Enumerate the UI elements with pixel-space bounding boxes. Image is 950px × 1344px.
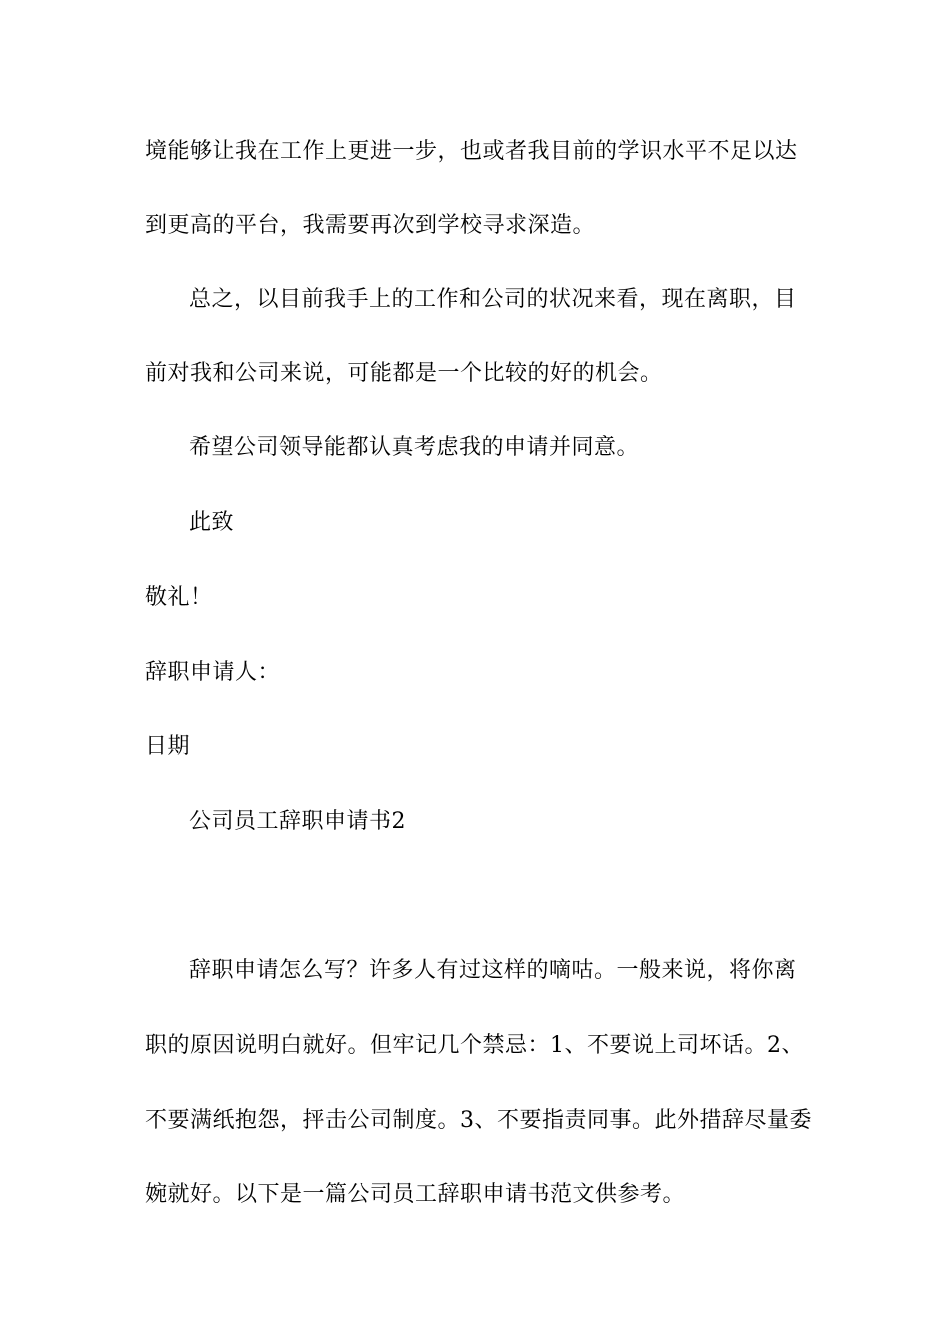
paragraph-line: 辞职申请怎么写？许多人有过这样的嘀咕。一般来说，将你离 (189, 958, 797, 983)
paragraph-line: 到更高的平台，我需要再次到学校寻求深造。 (145, 213, 596, 238)
paragraph-line: 前对我和公司来说，可能都是一个比较的好的机会。 (145, 361, 663, 386)
paragraph-line: 婉就好。以下是一篇公司员工辞职申请书范文供参考。 (145, 1182, 686, 1207)
paragraph-line: 总之，以目前我手上的工作和公司的状况来看，现在离职，目 (189, 287, 797, 312)
date-label: 日期 (145, 734, 191, 759)
paragraph-line: 境能够让我在工作上更进一步，也或者我目前的学识水平不足以达 (145, 139, 798, 164)
closing-salutation: 此致 (189, 510, 235, 535)
paragraph-line: 希望公司领导能都认真考虑我的申请并同意。 (189, 435, 640, 460)
closing-regards: 敬礼！ (145, 585, 213, 610)
section-title: 公司员工辞职申请书2 (189, 809, 406, 834)
applicant-label: 辞职申请人： (145, 660, 281, 685)
paragraph-line: 职的原因说明白就好。但牢记几个禁忌：1、不要说上司坏话。2、 (145, 1033, 804, 1058)
paragraph-line: 不要满纸抱怨，抨击公司制度。3、不要指责同事。此外措辞尽量委 (145, 1108, 812, 1133)
